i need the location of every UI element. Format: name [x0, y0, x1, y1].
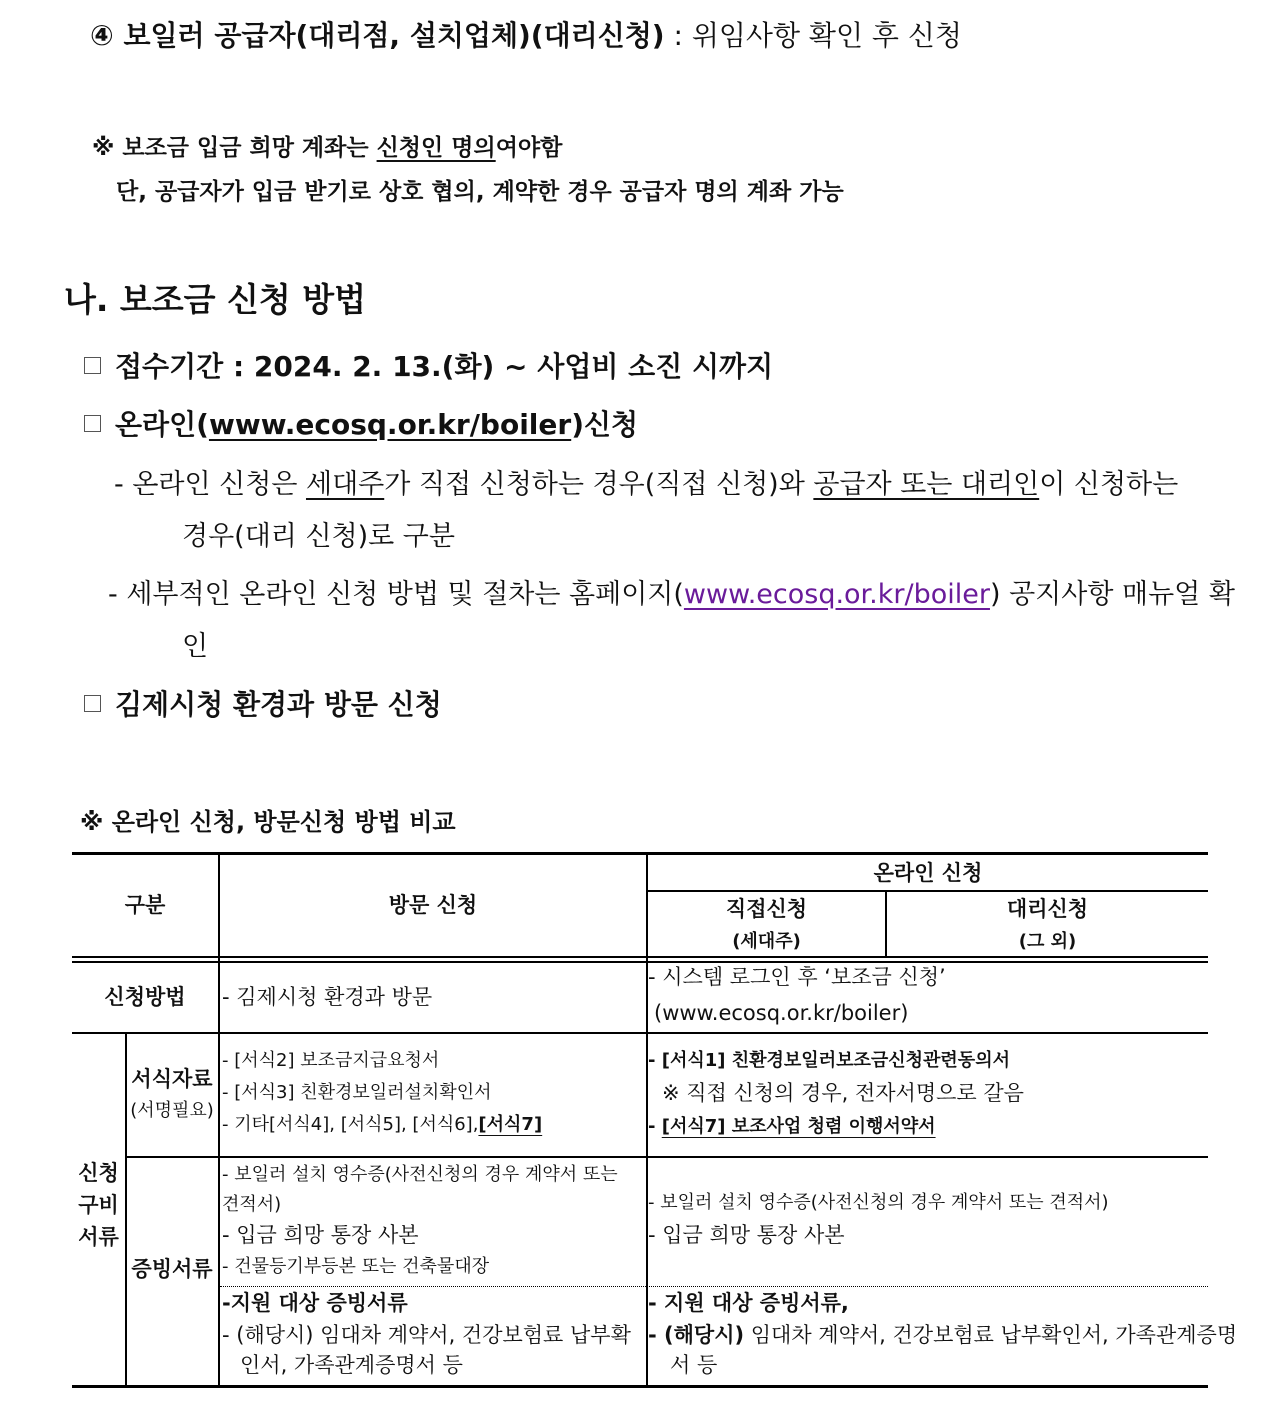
application-period-text: 접수기간 : 2024. 2. 13.(화) ~ 사업비 소진 시까지 [115, 350, 774, 383]
evidence-online-sub-line1-b: 임대차 계약서, 건강보험료 납부확인서, 가족관계증명 [744, 1323, 1238, 1347]
account-note-suffix: 여야함 [495, 135, 563, 161]
supplier-item-title: ④ 보일러 공급자(대리점, 설치업체)(대리신청) [90, 19, 665, 52]
online-bullet-2 [108, 574, 1235, 616]
homepage-link[interactable]: www.ecosq.or.kr/boiler [683, 579, 990, 610]
checkbox-icon [84, 695, 101, 712]
online-application [84, 404, 638, 446]
table-top-border [72, 852, 1208, 855]
forms-online-line3-text: [서식7] 보조사업 청렴 이행서약서 [661, 1116, 936, 1137]
forms-online-line2: ※ 직접 신청의 경우, 전자서명으로 갈음 [662, 1081, 1024, 1105]
supplier-item [90, 14, 962, 58]
method-label: 신청방법 [104, 985, 186, 1009]
forms-visit-line3-a: - 기타[서식4], [서식5], [서식6], [222, 1114, 479, 1135]
forms-visit-line3-b: [서식7] [478, 1114, 543, 1135]
evidence-visit-line2: 견적서) [222, 1194, 282, 1215]
bullet2-text-a: - 세부적인 온라인 신청 방법 및 절차는 홈페이지( [108, 579, 684, 610]
section-title: 나. 보조금 신청 방법 [64, 280, 367, 319]
online-url[interactable]: www.ecosq.or.kr/boiler [208, 408, 572, 441]
forms-online-line1: - [서식1] 친환경보일러보조금신청관련동의서 [648, 1050, 1010, 1071]
account-note-prefix: ※ 보조금 입금 희망 계좌는 [92, 135, 377, 161]
forms-label: 서식자료 [131, 1067, 213, 1091]
online-suffix: )신청 [571, 408, 639, 441]
evidence-visit-sub-title: -지원 대상 증빙서류 [222, 1291, 408, 1315]
checkbox-icon [84, 357, 101, 374]
table-online-split [646, 890, 1208, 892]
header-category: 구분 [124, 893, 166, 917]
docs-label-1: 신청 [78, 1161, 119, 1185]
evidence-online-line2: - 입금 희망 통장 사본 [648, 1223, 845, 1247]
evidence-visit-line3: - 입금 희망 통장 사본 [222, 1223, 419, 1247]
evidence-visit-sub-line1: - (해당시) 임대차 계약서, 건강보험료 납부확 [222, 1323, 631, 1347]
account-note-line2: 단, 공급자가 입금 받기로 상호 협의, 계약한 경우 공급자 명의 계좌 가능 [116, 179, 844, 205]
table-dotted-divider [220, 1286, 1208, 1287]
bullet1-text-a: - 온라인 신청은 [114, 469, 306, 500]
header-direct: 직접신청 [725, 897, 808, 921]
forms-online-line3: - [서식7] 보조사업 청렴 이행서약서 [648, 1116, 936, 1137]
evidence-online-line1: - 보일러 설치 영수증(사전신청의 경우 계약서 또는 견적서) [648, 1192, 1109, 1213]
table-row-divider [72, 1032, 1208, 1034]
online-bullet-2-line2: 인 [182, 631, 209, 662]
evidence-online-sub-line1 [648, 1320, 1237, 1350]
header-proxy: 대리신청 [1006, 897, 1089, 921]
visit-application-text: 김제시청 환경과 방문 신청 [115, 688, 442, 721]
bullet1-text-b: 가 직접 신청하는 경우(직접 신청)와 [384, 469, 814, 500]
comparison-table [72, 852, 1238, 1388]
bullet1-householder: 세대주 [305, 469, 385, 500]
docs-label-2: 구비 [78, 1193, 119, 1217]
method-online-line1: - 시스템 로그인 후 ‘보조금 신청’ [648, 965, 946, 989]
table-col-divider [218, 852, 220, 1388]
evidence-visit-line1: - 보일러 설치 영수증(사전신청의 경우 계약서 또는 [222, 1164, 618, 1185]
account-note [92, 130, 562, 166]
evidence-online-sub-title: - 지원 대상 증빙서류, [648, 1291, 849, 1315]
bullet1-text-c: 이 신청하는 [1039, 469, 1179, 500]
online-bullet-1-line2: 경우(대리 신청)로 구분 [182, 521, 455, 552]
header-visit: 방문 신청 [388, 893, 478, 917]
header-online: 온라인 신청 [873, 861, 983, 885]
bullet1-supplier: 공급자 또는 대리인 [813, 469, 1040, 500]
forms-visit-line3 [222, 1110, 542, 1140]
online-prefix: 온라인( [115, 408, 209, 441]
method-visit: - 김제시청 환경과 방문 [222, 985, 433, 1009]
evidence-visit-sub-line2: 인서, 가족관계증명서 등 [240, 1353, 463, 1377]
evidence-visit-line4: - 건물등기부등본 또는 건축물대장 [222, 1256, 490, 1277]
evidence-online-sub-line2: 서 등 [670, 1353, 718, 1377]
supplier-item-desc: : 위임사항 확인 후 신청 [664, 19, 962, 52]
forms-visit-line2: - [서식3] 친환경보일러설치확인서 [222, 1082, 492, 1103]
evidence-label: 증빙서류 [131, 1257, 213, 1281]
table-bottom-border [72, 1385, 1208, 1388]
header-proxy-sub: (그 외) [1018, 931, 1077, 952]
docs-label-3: 서류 [78, 1225, 119, 1249]
table-header-divider-2 [72, 961, 1208, 963]
bullet2-text-b: ) 공지사항 매뉴얼 확 [989, 579, 1235, 610]
forms-visit-line1: - [서식2] 보조금지급요청서 [222, 1050, 440, 1071]
account-note-underline: 신청인 명의 [376, 135, 496, 161]
compare-title: ※ 온라인 신청, 방문신청 방법 비교 [80, 808, 456, 836]
header-direct-sub: (세대주) [732, 931, 801, 952]
table-row-divider [126, 1156, 1208, 1158]
forms-label-sub: (서명필요) [130, 1100, 214, 1121]
method-online-line2: (www.ecosq.or.kr/boiler) [654, 1001, 909, 1025]
online-bullet-1 [114, 464, 1178, 506]
application-period [84, 346, 773, 388]
evidence-online-sub-line1-a: - (해당시) [648, 1323, 745, 1347]
checkbox-icon [84, 415, 101, 432]
visit-application [84, 684, 442, 726]
